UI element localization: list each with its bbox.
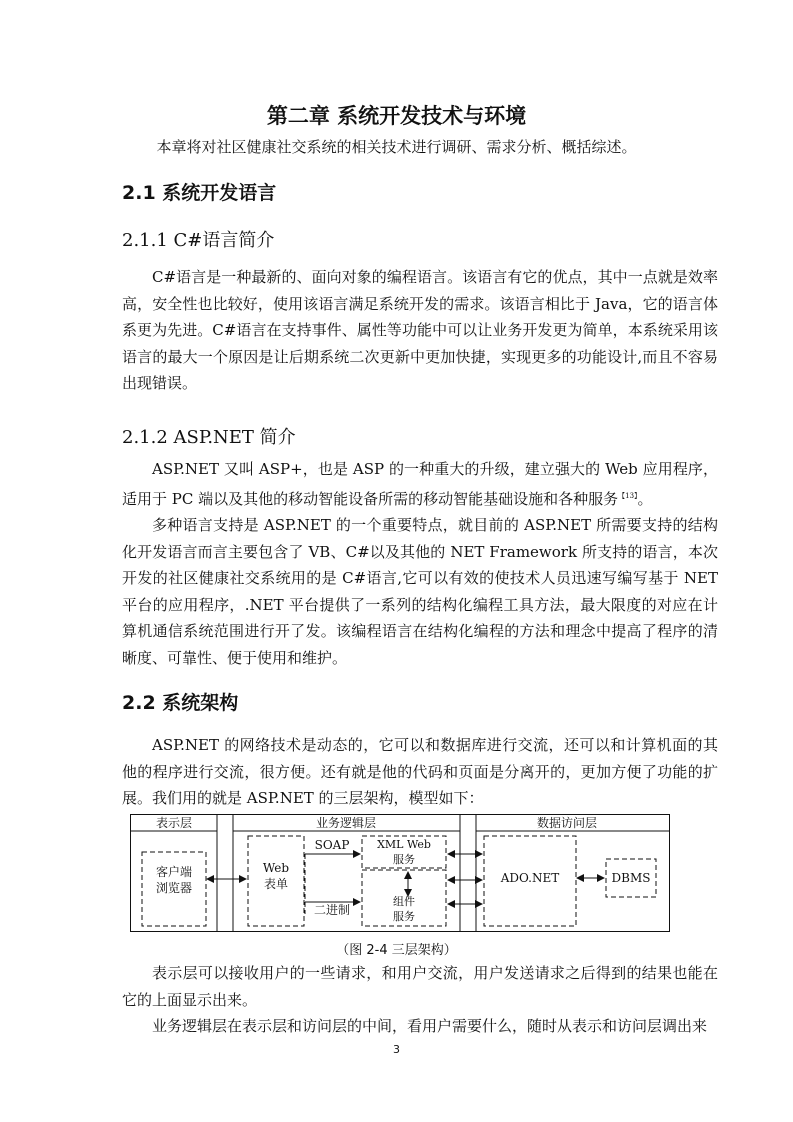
paragraph [122, 456, 718, 512]
section-2-2-body-continued [122, 960, 718, 1040]
client-label-2: 浏览器 [155, 881, 193, 895]
reference-marker: 【13】 [618, 491, 638, 500]
page-number: 3 [393, 1043, 400, 1056]
paragraph: 多种语言支持是 ASP.NET 的一个重要特点，就目前的 ASP.NET 所需要支持的结构化开发语言而言主要包含了 VB、C#以及其他的 NET Framework 所支持的语言，本次开发的社区健康社交系统用的是 C#语言,它可以有效的使技术人员迅速写编写基于 NET 平台的应用程序，.NET 平台提供了一系列的结构化编程工具方法，最大限度的对应在计算机通信系统范围进行开了发。该编程语言在结构化编程的方法和理念中提高了程序的清晰度、可靠性、便于使用和维护。 [122, 516, 718, 667]
figure-caption: （图 2-4 三层架构） [336, 943, 457, 958]
soap-label: SOAP [314, 838, 350, 852]
business-layer-label: 业务逻辑层 [315, 816, 377, 830]
web-label-2: 表单 [263, 877, 289, 891]
paragraph: C#语言是一种最新的、面向对象的编程语言。该语言有它的优点，其中一点就是效率高，安全性也比较好，使用该语言满足系统开发的需求。该语言相比于 Java，它的语言体系更为先进。C#语言在支持事件、属性等功能中可以让业务开发更为简单，本系统采用该语言的最大一个原因是让后期系统二次更新中更加快捷，实现更多的功能设计,而且不容易出现错误。 [122, 268, 718, 392]
data-layer-label: 数据访问层 [536, 816, 598, 830]
section-2-1-heading: 2.1 系统开发语言 [122, 182, 277, 204]
three-tier-architecture-diagram [130, 814, 670, 932]
section-2-1-1-body [122, 264, 718, 397]
section-2-2-body [122, 732, 718, 812]
section-2-1-1-heading: 2.1.1 C#语言简介 [122, 230, 275, 251]
section-2-1-2-heading: 2.1.2 ASP.NET 简介 [122, 427, 296, 448]
chapter-intro: 本章将对社区健康社交系统的相关技术进行调研、需求分析、概括综述。 [156, 138, 637, 156]
binary-label: 二进制 [313, 903, 351, 917]
dbms-label: DBMS [611, 871, 651, 885]
client-label-1: 客户端 [155, 865, 193, 879]
paragraph: 业务逻辑层在表示层和访问层的中间，看用户需要什么，随时从表示和访问层调出来 [152, 1017, 708, 1035]
paragraph: 表示层可以接收用户的一些请求，和用户交流，用户发送请求之后得到的结果也能在它的上面显示出来。 [122, 964, 718, 1009]
chapter-title: 第二章 系统开发技术与环境 [266, 104, 527, 128]
web-label-1: Web [262, 861, 290, 875]
paragraph: ASP.NET 的网络技术是动态的，它可以和数据库进行交流，还可以和计算机面的其他的程序进行交流，很方便。还有就是他的代码和页面是分离开的，更加方便了功能的扩展。我们用的就是 ASP.NET 的三层架构，模型如下： [122, 736, 718, 807]
paragraph-text-end: 。 [637, 489, 653, 508]
component-label-2: 服务 [393, 910, 415, 923]
presentation-layer-label: 表示层 [155, 816, 193, 830]
component-label-1: 组件 [393, 895, 415, 908]
ado-label: ADO.NET [500, 871, 560, 885]
section-2-1-2-body [122, 456, 718, 671]
paragraph-text: ASP.NET 又叫 ASP+，也是 ASP 的一种重大的升级，建立强大的 Web 应用程序，适用于 PC 端以及其他的移动智能设备所需的移动智能基础设施和各种服务 [122, 460, 718, 508]
xml-label-2: 服务 [393, 853, 415, 866]
xml-label-1: XML Web [377, 838, 431, 851]
section-2-2-heading: 2.2 系统架构 [122, 692, 239, 714]
